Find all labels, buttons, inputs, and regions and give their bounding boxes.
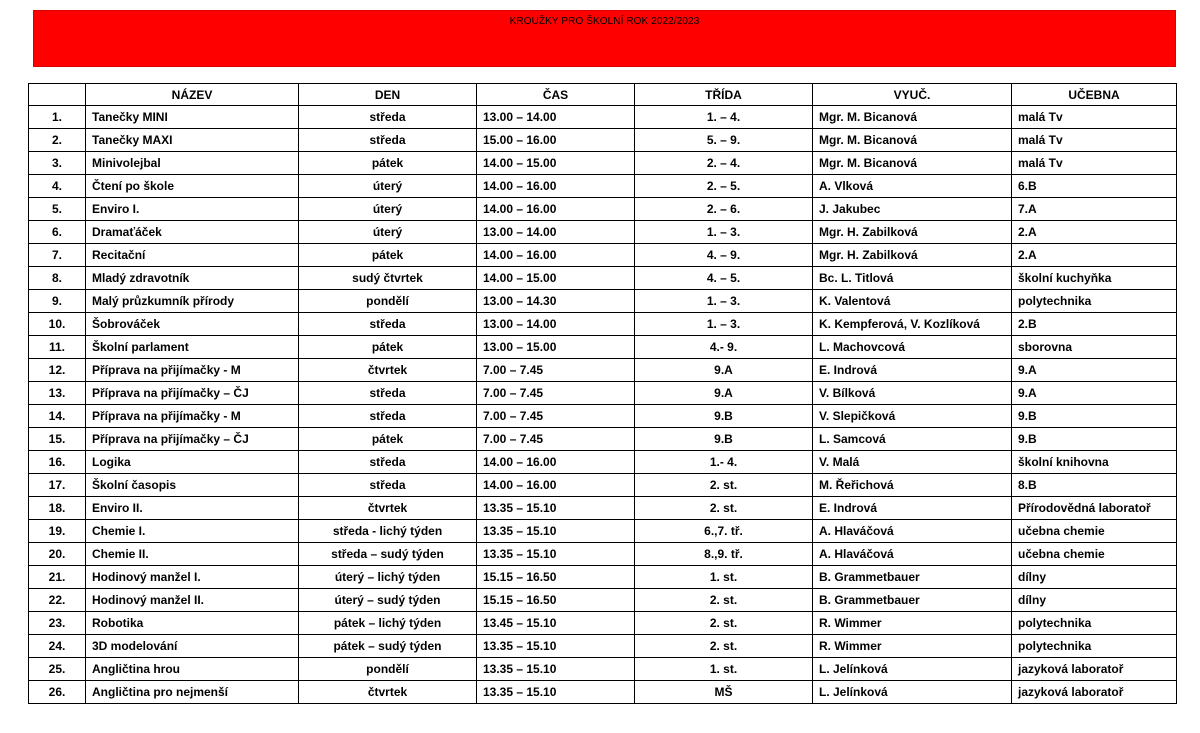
- row-cas: 13.35 – 15.10: [477, 497, 635, 520]
- row-den: pátek: [299, 428, 477, 451]
- row-trida: 2. st.: [635, 635, 813, 658]
- row-trida: 9.A: [635, 359, 813, 382]
- row-ucebna: učebna chemie: [1012, 520, 1177, 543]
- table-row: [29, 221, 1177, 244]
- row-cas: 13.35 – 15.10: [477, 520, 635, 543]
- row-vyuc: M. Řeřichová: [813, 474, 1012, 497]
- row-cas: 14.00 – 16.00: [477, 175, 635, 198]
- row-vyuc: K. Kempferová, V. Kozlíková: [813, 313, 1012, 336]
- row-number: 7.: [29, 244, 86, 267]
- row-den: pátek – lichý týden: [299, 612, 477, 635]
- table-row: [29, 175, 1177, 198]
- row-ucebna: polytechnika: [1012, 635, 1177, 658]
- row-trida: MŠ: [635, 681, 813, 704]
- table-row: [29, 106, 1177, 129]
- table-row: [29, 474, 1177, 497]
- row-number: 26.: [29, 681, 86, 704]
- row-den: středa: [299, 405, 477, 428]
- row-ucebna: 2.B: [1012, 313, 1177, 336]
- row-trida: 9.B: [635, 428, 813, 451]
- header-nazev: NÁZEV: [86, 84, 299, 106]
- row-number: 9.: [29, 290, 86, 313]
- row-ucebna: jazyková laboratoř: [1012, 658, 1177, 681]
- row-number: 15.: [29, 428, 86, 451]
- title-banner: [33, 10, 1176, 67]
- row-trida: 2. – 6.: [635, 198, 813, 221]
- row-nazev: Mladý zdravotník: [86, 267, 299, 290]
- row-trida: 2. st.: [635, 497, 813, 520]
- row-number: 25.: [29, 658, 86, 681]
- row-vyuc: Bc. L. Titlová: [813, 267, 1012, 290]
- row-nazev: Příprava na přijímačky – ČJ: [86, 382, 299, 405]
- row-vyuc: Mgr. M. Bicanová: [813, 152, 1012, 175]
- row-vyuc: R. Wimmer: [813, 635, 1012, 658]
- row-trida: 4. – 5.: [635, 267, 813, 290]
- table-row: [29, 267, 1177, 290]
- row-vyuc: Mgr. H. Zabilková: [813, 221, 1012, 244]
- row-nazev: Tanečky MAXI: [86, 129, 299, 152]
- row-ucebna: dílny: [1012, 589, 1177, 612]
- row-ucebna: polytechnika: [1012, 290, 1177, 313]
- row-cas: 14.00 – 16.00: [477, 451, 635, 474]
- row-vyuc: B. Grammetbauer: [813, 589, 1012, 612]
- row-number: 20.: [29, 543, 86, 566]
- row-vyuc: A. Vlková: [813, 175, 1012, 198]
- row-nazev: Enviro I.: [86, 198, 299, 221]
- row-trida: 5. – 9.: [635, 129, 813, 152]
- row-vyuc: K. Valentová: [813, 290, 1012, 313]
- row-vyuc: L. Jelínková: [813, 681, 1012, 704]
- row-ucebna: 9.A: [1012, 382, 1177, 405]
- row-number: 6.: [29, 221, 86, 244]
- row-vyuc: V. Malá: [813, 451, 1012, 474]
- row-ucebna: 2.A: [1012, 221, 1177, 244]
- schedule-table: [28, 83, 1177, 704]
- table-row: [29, 290, 1177, 313]
- row-cas: 7.00 – 7.45: [477, 405, 635, 428]
- row-den: pondělí: [299, 658, 477, 681]
- row-vyuc: Mgr. M. Bicanová: [813, 106, 1012, 129]
- row-den: středa: [299, 451, 477, 474]
- row-cas: 7.00 – 7.45: [477, 382, 635, 405]
- row-nazev: Recitační: [86, 244, 299, 267]
- row-den: středa – sudý týden: [299, 543, 477, 566]
- row-den: středa - lichý týden: [299, 520, 477, 543]
- row-number: 3.: [29, 152, 86, 175]
- row-nazev: Tanečky MINI: [86, 106, 299, 129]
- row-ucebna: 2.A: [1012, 244, 1177, 267]
- table-row: [29, 405, 1177, 428]
- table-row: [29, 152, 1177, 175]
- row-nazev: Angličtina pro nejmenší: [86, 681, 299, 704]
- row-vyuc: R. Wimmer: [813, 612, 1012, 635]
- row-number: 21.: [29, 566, 86, 589]
- row-nazev: Příprava na přijímačky - M: [86, 405, 299, 428]
- table-row: [29, 520, 1177, 543]
- row-vyuc: Mgr. M. Bicanová: [813, 129, 1012, 152]
- table-row: [29, 359, 1177, 382]
- row-number: 22.: [29, 589, 86, 612]
- row-nazev: Školní parlament: [86, 336, 299, 359]
- table-row: [29, 313, 1177, 336]
- row-ucebna: 8.B: [1012, 474, 1177, 497]
- row-nazev: Čtení po škole: [86, 175, 299, 198]
- row-den: středa: [299, 474, 477, 497]
- row-cas: 14.00 – 16.00: [477, 244, 635, 267]
- row-ucebna: polytechnika: [1012, 612, 1177, 635]
- row-nazev: Robotika: [86, 612, 299, 635]
- row-vyuc: L. Machovcová: [813, 336, 1012, 359]
- row-den: středa: [299, 313, 477, 336]
- row-trida: 9.A: [635, 382, 813, 405]
- row-number: 10.: [29, 313, 86, 336]
- row-vyuc: V. Bílková: [813, 382, 1012, 405]
- row-den: pondělí: [299, 290, 477, 313]
- row-number: 24.: [29, 635, 86, 658]
- row-den: středa: [299, 382, 477, 405]
- table-row: [29, 589, 1177, 612]
- table-row: [29, 612, 1177, 635]
- row-nazev: Příprava na přijímačky - M: [86, 359, 299, 382]
- row-den: pátek: [299, 244, 477, 267]
- row-cas: 13.35 – 15.10: [477, 681, 635, 704]
- table-row: [29, 451, 1177, 474]
- row-number: 1.: [29, 106, 86, 129]
- row-ucebna: 9.A: [1012, 359, 1177, 382]
- row-cas: 13.00 – 14.00: [477, 106, 635, 129]
- row-den: středa: [299, 106, 477, 129]
- row-ucebna: malá Tv: [1012, 152, 1177, 175]
- table-row: [29, 428, 1177, 451]
- header-cas: ČAS: [477, 84, 635, 106]
- row-den: úterý: [299, 198, 477, 221]
- header-trida: TŘÍDA: [635, 84, 813, 106]
- table-row: [29, 382, 1177, 405]
- row-cas: 15.15 – 16.50: [477, 589, 635, 612]
- row-nazev: Minivolejbal: [86, 152, 299, 175]
- row-den: pátek: [299, 152, 477, 175]
- table-row: [29, 635, 1177, 658]
- row-number: 13.: [29, 382, 86, 405]
- row-den: sudý čtvrtek: [299, 267, 477, 290]
- row-trida: 2. st.: [635, 612, 813, 635]
- row-number: 2.: [29, 129, 86, 152]
- row-cas: 13.35 – 15.10: [477, 658, 635, 681]
- row-den: úterý – lichý týden: [299, 566, 477, 589]
- row-nazev: Školní časopis: [86, 474, 299, 497]
- row-cas: 13.00 – 15.00: [477, 336, 635, 359]
- row-den: čtvrtek: [299, 359, 477, 382]
- row-vyuc: L. Samcová: [813, 428, 1012, 451]
- row-ucebna: malá Tv: [1012, 129, 1177, 152]
- row-ucebna: školní knihovna: [1012, 451, 1177, 474]
- table-header-row: [29, 84, 1177, 106]
- row-den: středa: [299, 129, 477, 152]
- row-nazev: Malý průzkumník přírody: [86, 290, 299, 313]
- table-row: [29, 497, 1177, 520]
- row-trida: 2. – 4.: [635, 152, 813, 175]
- row-ucebna: malá Tv: [1012, 106, 1177, 129]
- row-cas: 15.15 – 16.50: [477, 566, 635, 589]
- row-number: 8.: [29, 267, 86, 290]
- row-cas: 13.00 – 14.30: [477, 290, 635, 313]
- row-nazev: Hodinový manžel II.: [86, 589, 299, 612]
- row-trida: 1. st.: [635, 566, 813, 589]
- row-ucebna: školní kuchyňka: [1012, 267, 1177, 290]
- row-number: 17.: [29, 474, 86, 497]
- row-trida: 8.,9. tř.: [635, 543, 813, 566]
- row-nazev: Enviro II.: [86, 497, 299, 520]
- row-cas: 13.35 – 15.10: [477, 635, 635, 658]
- row-vyuc: E. Indrová: [813, 497, 1012, 520]
- row-nazev: Šobrováček: [86, 313, 299, 336]
- row-ucebna: dílny: [1012, 566, 1177, 589]
- row-number: 23.: [29, 612, 86, 635]
- table-row: [29, 658, 1177, 681]
- row-ucebna: učebna chemie: [1012, 543, 1177, 566]
- row-den: úterý: [299, 221, 477, 244]
- row-number: 14.: [29, 405, 86, 428]
- row-cas: 14.00 – 15.00: [477, 152, 635, 175]
- table-row: [29, 336, 1177, 359]
- row-den: čtvrtek: [299, 681, 477, 704]
- row-nazev: Dramaťáček: [86, 221, 299, 244]
- header-ucebna: UČEBNA: [1012, 84, 1177, 106]
- row-cas: 15.00 – 16.00: [477, 129, 635, 152]
- row-trida: 6.,7. tř.: [635, 520, 813, 543]
- row-number: 19.: [29, 520, 86, 543]
- header-number: [29, 84, 86, 106]
- row-number: 12.: [29, 359, 86, 382]
- row-number: 4.: [29, 175, 86, 198]
- row-nazev: Angličtina hrou: [86, 658, 299, 681]
- row-den: čtvrtek: [299, 497, 477, 520]
- row-trida: 2. – 5.: [635, 175, 813, 198]
- row-trida: 2. st.: [635, 474, 813, 497]
- row-cas: 13.00 – 14.00: [477, 313, 635, 336]
- row-ucebna: Přírodovědná laboratoř: [1012, 497, 1177, 520]
- row-nazev: Chemie I.: [86, 520, 299, 543]
- row-vyuc: L. Jelínková: [813, 658, 1012, 681]
- table-row: [29, 244, 1177, 267]
- row-trida: 1. st.: [635, 658, 813, 681]
- row-cas: 7.00 – 7.45: [477, 428, 635, 451]
- row-ucebna: 9.B: [1012, 405, 1177, 428]
- row-number: 11.: [29, 336, 86, 359]
- table-row: [29, 129, 1177, 152]
- page-title: KROUŽKY PRO ŠKOLNÍ ROK 2022/2023: [509, 16, 700, 27]
- row-nazev: Příprava na přijímačky – ČJ: [86, 428, 299, 451]
- row-trida: 1. – 3.: [635, 221, 813, 244]
- row-ucebna: jazyková laboratoř: [1012, 681, 1177, 704]
- row-vyuc: B. Grammetbauer: [813, 566, 1012, 589]
- row-trida: 1. – 3.: [635, 290, 813, 313]
- row-trida: 1.- 4.: [635, 451, 813, 474]
- row-cas: 13.00 – 14.00: [477, 221, 635, 244]
- row-den: úterý: [299, 175, 477, 198]
- row-vyuc: A. Hlaváčová: [813, 543, 1012, 566]
- table-row: [29, 198, 1177, 221]
- row-den: pátek – sudý týden: [299, 635, 477, 658]
- row-trida: 4.- 9.: [635, 336, 813, 359]
- table-row: [29, 543, 1177, 566]
- row-den: úterý – sudý týden: [299, 589, 477, 612]
- row-nazev: Chemie II.: [86, 543, 299, 566]
- row-vyuc: J. Jakubec: [813, 198, 1012, 221]
- row-nazev: 3D modelování: [86, 635, 299, 658]
- row-den: pátek: [299, 336, 477, 359]
- row-ucebna: 6.B: [1012, 175, 1177, 198]
- row-cas: 7.00 – 7.45: [477, 359, 635, 382]
- row-cas: 14.00 – 16.00: [477, 474, 635, 497]
- row-cas: 13.45 – 15.10: [477, 612, 635, 635]
- row-vyuc: Mgr. H. Zabilková: [813, 244, 1012, 267]
- row-ucebna: 9.B: [1012, 428, 1177, 451]
- row-cas: 14.00 – 16.00: [477, 198, 635, 221]
- row-number: 5.: [29, 198, 86, 221]
- row-nazev: Hodinový manžel I.: [86, 566, 299, 589]
- table-row: [29, 566, 1177, 589]
- row-trida: 2. st.: [635, 589, 813, 612]
- row-number: 18.: [29, 497, 86, 520]
- row-trida: 1. – 3.: [635, 313, 813, 336]
- row-vyuc: E. Indrová: [813, 359, 1012, 382]
- header-den: DEN: [299, 84, 477, 106]
- table-row: [29, 681, 1177, 704]
- row-nazev: Logika: [86, 451, 299, 474]
- row-ucebna: sborovna: [1012, 336, 1177, 359]
- row-vyuc: A. Hlaváčová: [813, 520, 1012, 543]
- row-ucebna: 7.A: [1012, 198, 1177, 221]
- row-vyuc: V. Slepičková: [813, 405, 1012, 428]
- row-trida: 9.B: [635, 405, 813, 428]
- row-cas: 14.00 – 15.00: [477, 267, 635, 290]
- row-cas: 13.35 – 15.10: [477, 543, 635, 566]
- row-trida: 4. – 9.: [635, 244, 813, 267]
- header-vyuc: VYUČ.: [813, 84, 1012, 106]
- row-trida: 1. – 4.: [635, 106, 813, 129]
- row-number: 16.: [29, 451, 86, 474]
